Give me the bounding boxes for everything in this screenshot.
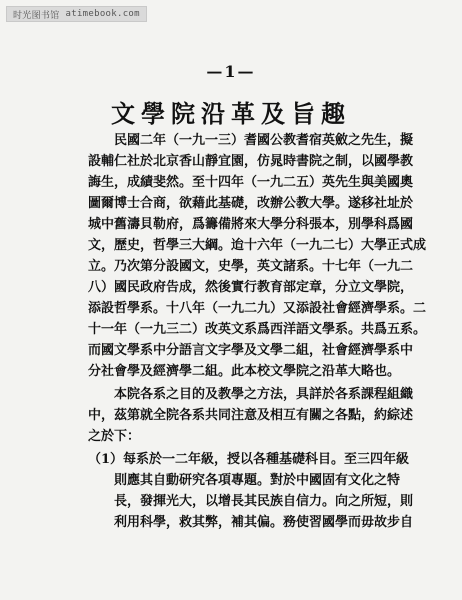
text-line: 八）國民政府告成，然後實行教育部定章，分立文學院， [88, 280, 414, 295]
text-line: 十一年（一九三二）改英文系爲西洋語文學系。共爲五系。 [88, 322, 427, 337]
text-line: 中，茲第就全院各系共同注意及相互有關之各點，約綜述 [88, 408, 414, 423]
text-line: 設輔仁社於北京香山靜宜園，仿晁時書院之制，以國學教 [88, 154, 414, 169]
text-line: 本院各系之目的及教學之方法，具詳於各系課程組織 [114, 387, 414, 402]
watermark-url: atimebook.com [65, 9, 140, 19]
watermark-banner [6, 6, 147, 22]
text-line: （1）每系於一二年級，授以各種基礎科目。至三四年級 [88, 452, 410, 467]
text-line: 立。乃次第分設國文，史學，英文諸系。十七年（一九二 [88, 259, 414, 274]
paragraph-aims [88, 384, 414, 447]
text-line: 長，發揮光大，以增長其民族自信力。向之所短，則 [114, 494, 414, 509]
page-title: 文學院沿革及旨趣 [111, 99, 351, 128]
text-line: 圖爾博士合商，欲藉此基礎，改辦公教大學。遂移社址於 [88, 196, 414, 211]
text-line: 分社會學及經濟學二組。此本校文學院之沿革大略也。 [88, 364, 401, 379]
paragraph-item-1 [88, 449, 414, 533]
text-line: 城中舊濤貝勒府，爲籌備將來大學分科張本，別學科爲國 [88, 217, 414, 232]
text-line: 利用科學，救其弊，補其偏。務使習國學而毋故步自 [114, 515, 414, 530]
watermark-site-name: 时光图书馆 [13, 10, 60, 21]
body-text [88, 130, 427, 533]
paragraph-history [88, 130, 427, 382]
text-line: 之於下： [88, 429, 141, 444]
text-line: 添設哲學系。十八年（一九二九）又添設社會經濟學系。二 [88, 301, 427, 316]
text-line: 民國二年（一九一三）耆國公教耆宿英斂之先生，擬 [114, 133, 414, 148]
text-line: 而國文學系中分語言文字學及文學二組，社會經濟學系中 [88, 343, 414, 358]
text-line: 誨生，成績斐然。至十四年（一九二五）英先生與美國奧 [88, 175, 414, 190]
text-line: 則應其自動研究各項專題。對於中國固有文化之特 [114, 473, 401, 488]
text-line: 文，歷史，哲學三大綱。迨十六年（一九二七）大學正式成 [88, 238, 427, 253]
page-number: —1— [206, 62, 256, 81]
